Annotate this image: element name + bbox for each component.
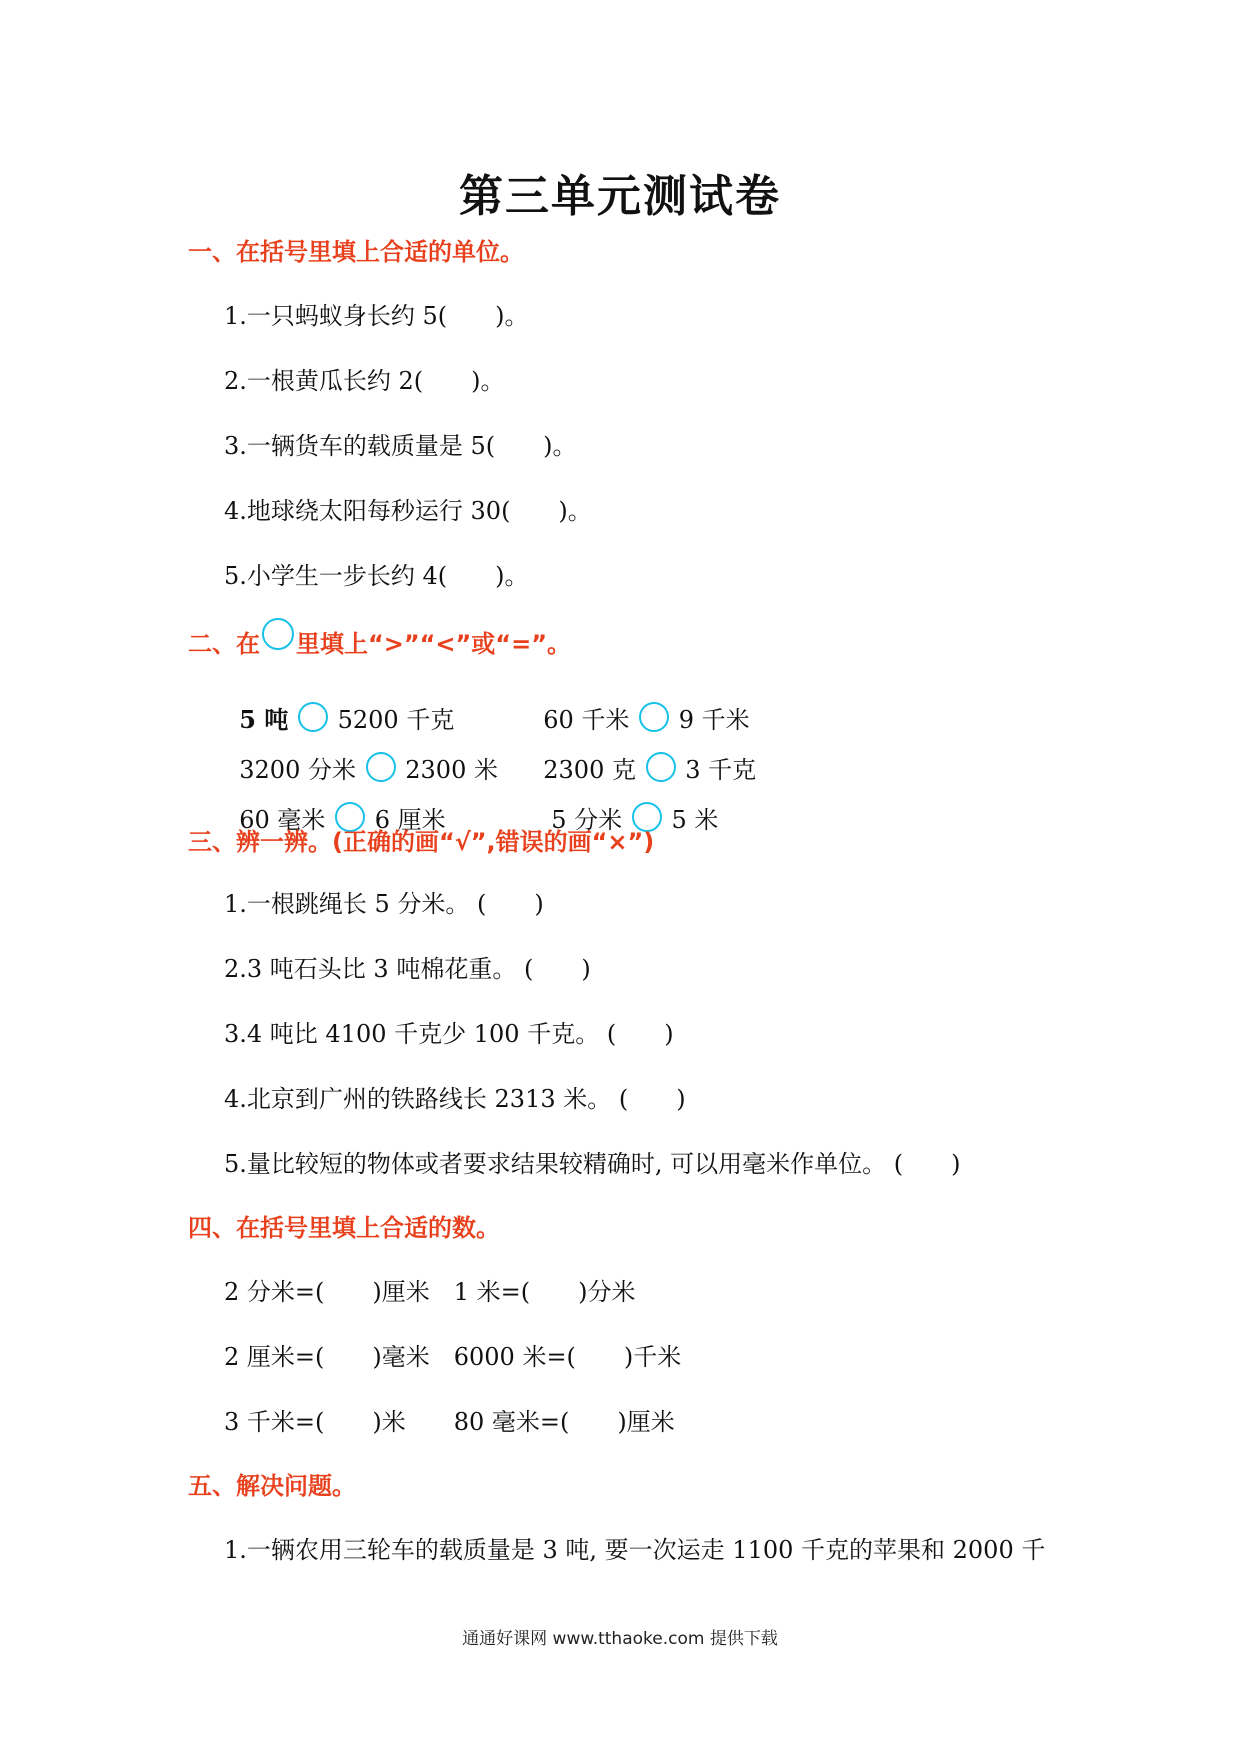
question-3-4: 4.北京到广州的铁路线长 2313 米。 ( ) (224, 1085, 686, 1113)
section-2-heading-end: 里填上“>”“<”或“=”。 (296, 630, 571, 658)
compare-right: 5 米 (671, 806, 719, 834)
section-3-heading: 三、辨一辨。(正确的画“√”,错误的画“×”) (188, 828, 655, 856)
compare-left: 5 分米 (551, 806, 623, 834)
compare-left: 2300 克 (543, 756, 636, 784)
question-1-5: 5.小学生一步长约 4( )。 (224, 562, 529, 590)
question-1-2: 2.一根黄瓜长约 2( )。 (224, 367, 505, 395)
section-2-heading-start: 二、在 (188, 630, 260, 658)
question-1-1: 1.一只蚂蚁身长约 5( )。 (224, 302, 529, 330)
compare-left: 5 吨 (239, 705, 289, 734)
question-3-1: 1.一根跳绳长 5 分米。 ( ) (224, 890, 544, 918)
question-5-1: 1.一辆农用三轮车的载质量是 3 吨, 要一次运走 1100 千克的苹果和 2000 千 (224, 1536, 1046, 1564)
question-4-2: 2 厘米=( )毫米 6000 米=( )千米 (224, 1343, 682, 1371)
compare-right: 2300 米 (405, 756, 498, 784)
compare-right: 6 厘米 (374, 806, 446, 834)
question-1-3: 3.一辆货车的载质量是 5( )。 (224, 432, 577, 460)
question-3-5: 5.量比较短的物体或者要求结果较精确时, 可以用毫米作单位。 ( ) (224, 1150, 961, 1178)
question-4-1: 2 分米=( )厘米 1 米=( )分米 (224, 1278, 636, 1306)
footer: 通通好课网 www.tthaoke.com 提供下载 (462, 1629, 778, 1649)
question-4-3: 3 千米=( )米 80 毫米=( )厘米 (224, 1408, 675, 1436)
compare-left: 60 毫米 (239, 806, 326, 834)
section-2-heading (188, 618, 571, 659)
question-3-3: 3.4 吨比 4100 千克少 100 千克。 ( ) (224, 1020, 674, 1048)
section-4-heading: 四、在括号里填上合适的数。 (188, 1214, 500, 1242)
compare-right: 3 千克 (685, 756, 757, 784)
compare-right: 5200 千克 (337, 706, 455, 734)
question-1-4: 4.地球绕太阳每秒运行 30( )。 (224, 497, 592, 525)
section-5-heading: 五、解决问题。 (188, 1472, 356, 1500)
page-title: 第三单元测试卷 (459, 171, 781, 222)
question-3-2: 2.3 吨石头比 3 吨棉花重。 ( ) (224, 955, 591, 983)
compare-left: 3200 分米 (239, 756, 356, 784)
compare-right: 9 千米 (678, 706, 750, 734)
circle-icon (262, 618, 294, 650)
compare-left: 60 千米 (543, 706, 630, 734)
section-1-heading: 一、在括号里填上合适的单位。 (188, 238, 524, 266)
